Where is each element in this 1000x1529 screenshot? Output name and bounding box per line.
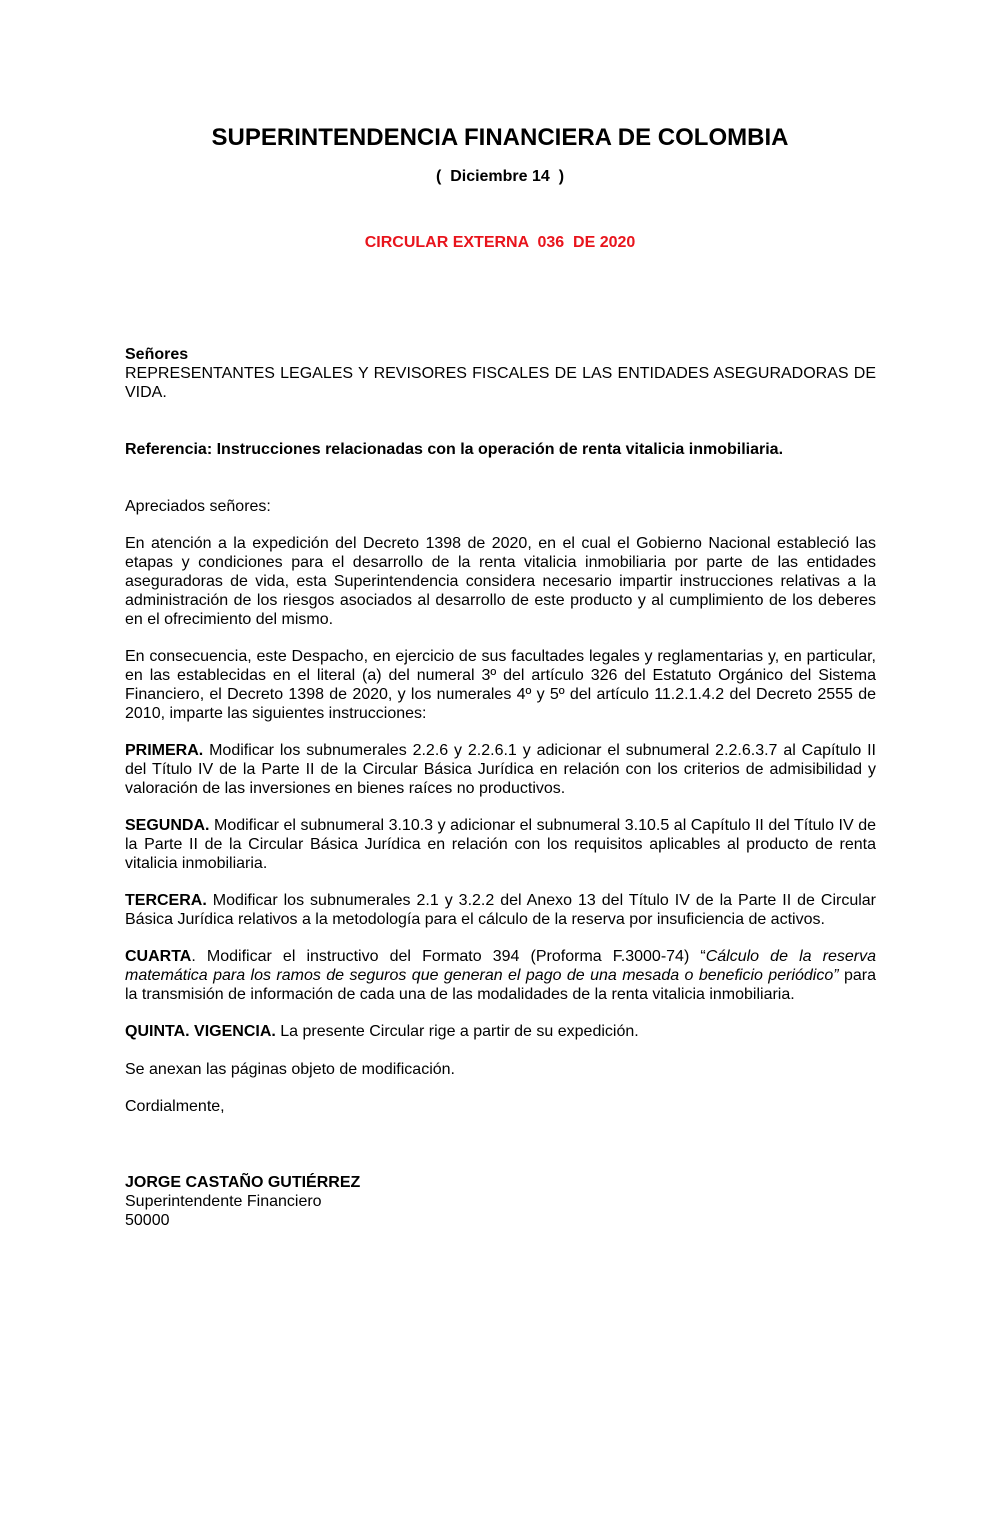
instruction-text: Modificar los subnumerales 2.1 y 3.2.2 del Anexo 13 del Título IV de la Parte II de Circular Básica Jurídica relativos a la metodología para el cálculo de la reserva por insuficiencia de activos. xyxy=(125,892,876,928)
closing: Cordialmente, xyxy=(125,1098,225,1115)
instruction-label: QUINTA. VIGENCIA. xyxy=(125,1023,276,1040)
signatory-name: JORGE CASTAÑO GUTIÉRREZ xyxy=(125,1174,361,1191)
instruction-text: Modificar los subnumerales 2.2.6 y 2.2.6.1 y adicionar el subnumeral 2.2.6.3.7 al Capítulo II del Título IV de la Parte II de la Circular Básica Jurídica en relación con los criterios de admisibilidad y valoración de las inversiones en bienes raíces no productivos. xyxy=(125,742,876,797)
salutation-label: Señores xyxy=(125,346,189,363)
signature-block xyxy=(125,1173,876,1230)
intro-paragraph: En atención a la expedición del Decreto 1398 de 2020, en el cual el Gobierno Nacional estableció las etapas y condiciones para el desarrollo de la renta vitalicia inmobiliaria por parte de las entidades aseguradoras de vida, esta Superintendencia considera necesario impartir instrucciones relativas a la administración de los riesgos asociados al desarrollo de este producto y al cumplimiento de los deberes en el ofrecimiento del mismo. xyxy=(125,535,876,628)
instruction-label: PRIMERA. xyxy=(125,742,204,759)
instruction-tercera xyxy=(125,891,876,929)
instruction-segunda xyxy=(125,816,876,873)
consequence-paragraph: En consecuencia, este Despacho, en ejercicio de sus facultades legales y reglamentarias y, en particular, en las establecidas en el literal (a) del numeral 3º del artículo 326 del Estatuto Orgánico del Sistema Financiero, el Decreto 1398 de 2020, y los numerales 4º y 5º del artículo 11.2.1.4.2 del Decreto 2555 de 2010, imparte las siguientes instrucciones: xyxy=(125,648,876,722)
circular-number: CIRCULAR EXTERNA 036 DE 2020 xyxy=(364,234,636,251)
instruction-italic-text: Cálculo de la reserva matemática para los ramos de seguros que generan el pago de una mesada o beneficio periódico” xyxy=(125,948,877,984)
page-title: SUPERINTENDENCIA FINANCIERA DE COLOMBIA xyxy=(211,124,789,151)
annex-note: Se anexan las páginas objeto de modificación. xyxy=(125,1061,455,1078)
instruction-text: Modificar el subnumeral 3.10.3 y adicionar el subnumeral 3.10.5 al Capítulo II del Título IV de la Parte II de la Circular Básica Jurídica en relación con los requisitos aplicables al producto de renta vitalicia inmobiliaria. xyxy=(125,817,876,872)
instruction-label: SEGUNDA. xyxy=(125,817,210,834)
instruction-cuarta xyxy=(125,947,876,1004)
instruction-quinta xyxy=(125,1022,876,1041)
signatory-role: Superintendente Financiero xyxy=(125,1193,322,1210)
instruction-label: CUARTA xyxy=(125,948,192,965)
instruction-primera xyxy=(125,741,876,798)
reference-line: Referencia: Instrucciones relacionadas con la operación de renta vitalicia inmobiliaria. xyxy=(125,441,784,458)
signatory-code: 50000 xyxy=(125,1212,170,1229)
instruction-text-after: para la transmisión de información de cada una de las modalidades de la renta vitalicia inmobiliaria. xyxy=(125,967,876,1003)
instruction-label: TERCERA. xyxy=(125,892,207,909)
addressee-block xyxy=(125,345,876,402)
instruction-text: . Modificar el instructivo del Formato 394 (Proforma F.3000-74) “ xyxy=(191,948,706,965)
greeting: Apreciados señores: xyxy=(125,498,271,515)
instruction-text: La presente Circular rige a partir de su expedición. xyxy=(275,1023,639,1040)
document-date: ( Diciembre 14 ) xyxy=(435,168,565,185)
recipients-text: REPRESENTANTES LEGALES Y REVISORES FISCALES DE LAS ENTIDADES ASEGURADORAS DE VIDA. xyxy=(125,365,876,401)
